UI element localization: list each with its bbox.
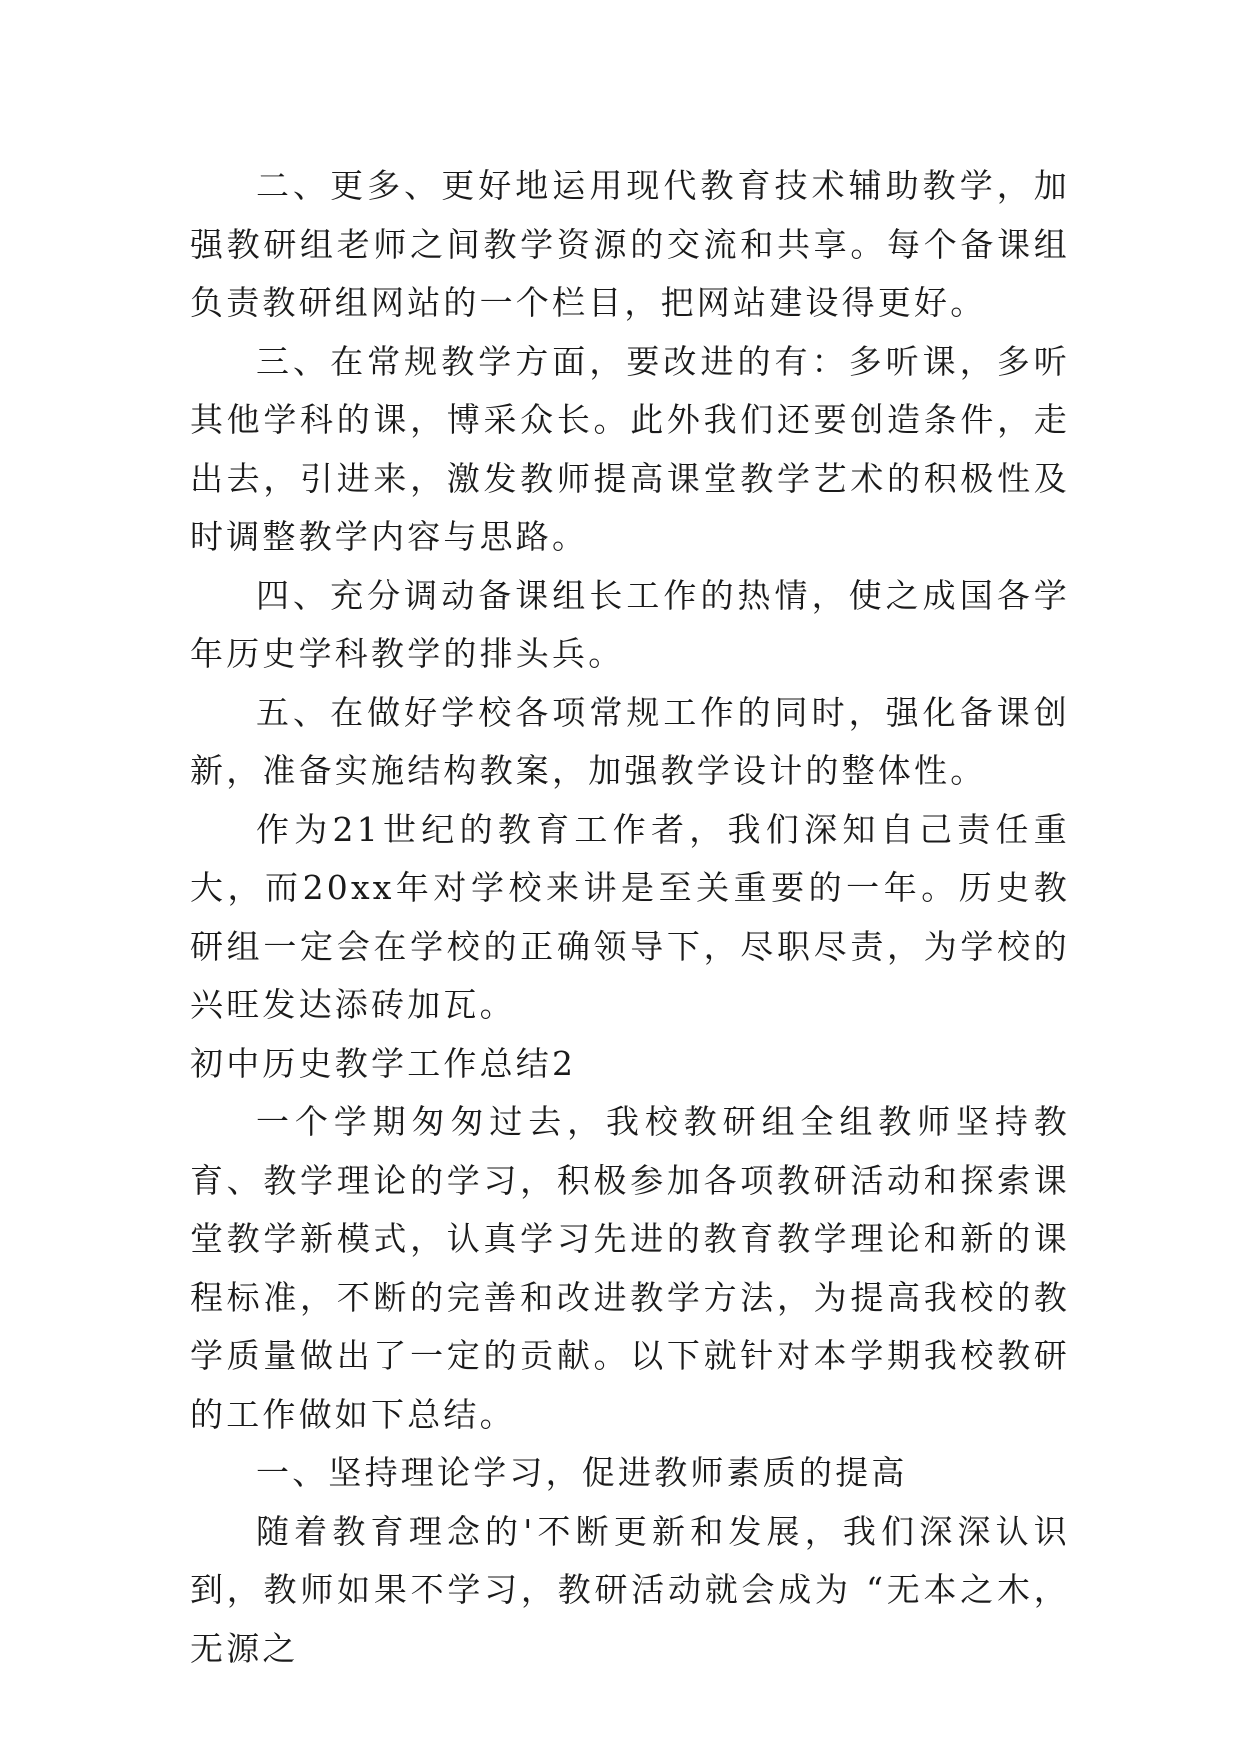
document-body <box>190 157 1070 1678</box>
subheading: 一、坚持理论学习，促进教师素质的提高 <box>256 1453 908 1492</box>
paragraph: 四、充分调动备课组长工作的热情，使之成国各学年历史学科教学的排头兵。 <box>190 575 1070 673</box>
section-title: 初中历史教学工作总结2 <box>190 1043 577 1083</box>
paragraph: 二、更多、更好地运用现代教育技术辅助教学，加强教研组老师之间教学资源的交流和共享。每个备课组负责教研组网站的一个栏目，把网站建设得更好。 <box>190 166 1070 322</box>
paragraph: 五、在做好学校各项常规工作的同时，强化备课创新，准备实施结构教案，加强教学设计的整体性。 <box>190 692 1070 790</box>
paragraph: 随着教育理念的'不断更新和发展，我们深深认识到，教师如果不学习，教研活动就会成为 “无本之木，无源之 <box>190 1511 1070 1668</box>
paragraph: 一个学期匆匆过去，我校教研组全组教师坚持教育、教学理论的学习，积极参加各项教研活动和探索课堂教学新模式，认真学习先进的教育教学理论和新的课程标准，不断的完善和改进教学方法，为提高我校的教学质量做出了一定的贡献。以下就针对本学期我校教研的工作做如下总结。 <box>190 1102 1070 1434</box>
paragraph: 作为21世纪的教育工作者，我们深知自己责任重大，而20xx年对学校来讲是至关重要的一年。历史教研组一定会在学校的正确领导下，尽职尽责，为学校的兴旺发达添砖加瓦。 <box>190 809 1070 1024</box>
paragraph: 三、在常规教学方面，要改进的有：多听课，多听其他学科的课，博采众长。此外我们还要创造条件，走出去，引进来，激发教师提高课堂教学艺术的积极性及时调整教学内容与思路。 <box>190 341 1070 556</box>
